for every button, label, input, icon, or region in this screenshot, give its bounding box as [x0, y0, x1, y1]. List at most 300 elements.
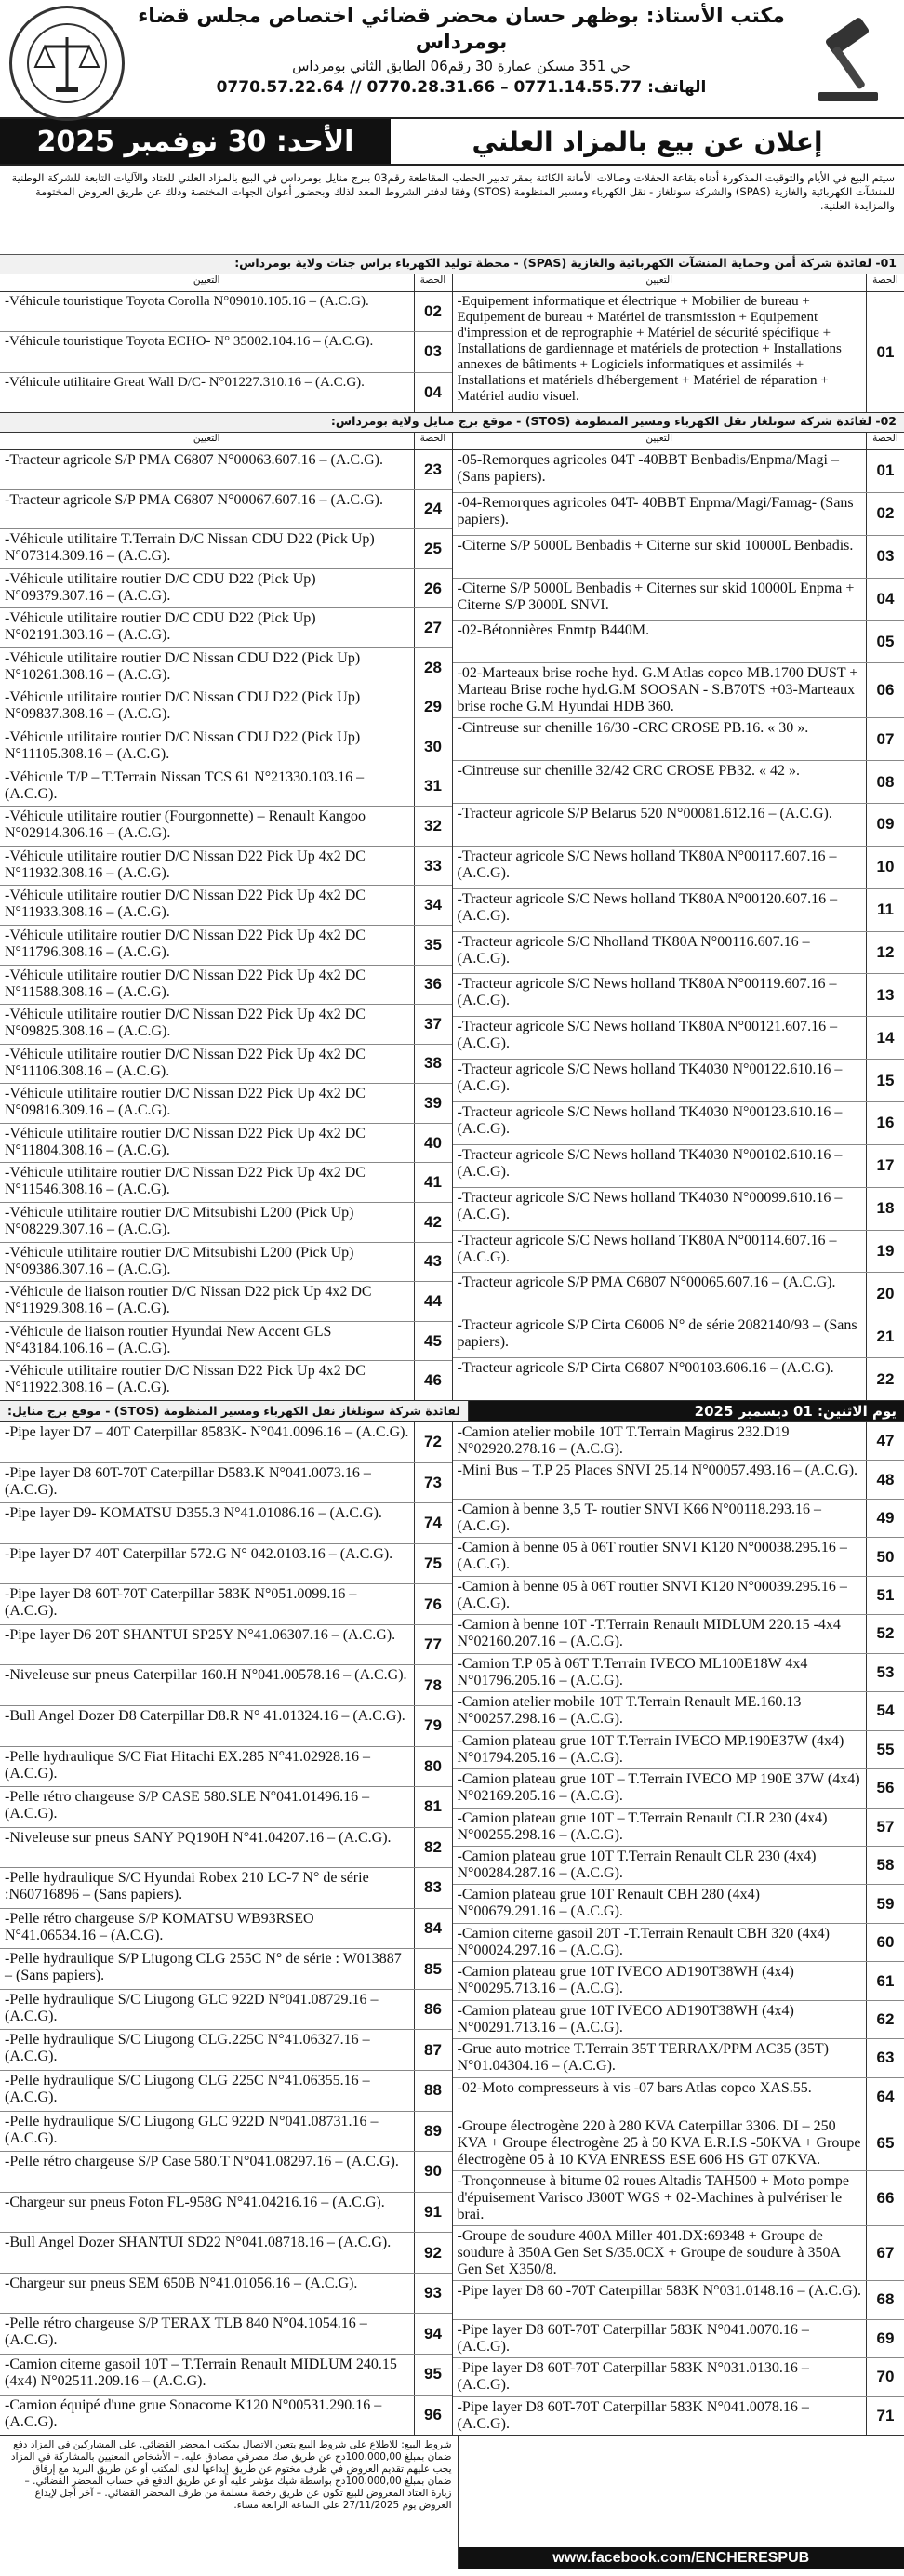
lot-number: 68 [866, 2281, 904, 2318]
lot-row [453, 1315, 904, 1358]
lot-row [0, 608, 452, 648]
lot-number: 01 [866, 292, 904, 412]
lot-row [453, 1769, 904, 1808]
lot-description: -Pipe layer D8 60T-70T Caterpillar 583K N°041.0070.16 – (A.C.G). [457, 2321, 809, 2355]
lot-number: 48 [866, 1461, 904, 1498]
lot-row [453, 2116, 904, 2171]
lot-row [453, 1060, 904, 1102]
lot-number: 44 [414, 1282, 452, 1321]
lot-row [0, 529, 452, 569]
lot-row [0, 807, 452, 847]
footer-right [459, 2436, 904, 2569]
lot-description: -Tracteur agricole S/P PMA C6807 N°00063.607.16 – (A.C.G). [5, 452, 383, 468]
section2-title: 02- لفائدة شركة سونلغاز نقل الكهرباء ومسير المنظومة (STOS) - موقع برج منايل ولاية بومرداس: [0, 413, 904, 433]
lot-row [0, 2233, 452, 2274]
lot-number: 42 [414, 1203, 452, 1242]
lot-number: 78 [414, 1665, 452, 1705]
lot-description: -Tronçonneuse à bitume 02 roues Altadis TAH500 + Moto pompe d'épuisement Varisco J300T WGS + 02-Machines à pulvériser le brai. [457, 2173, 849, 2223]
lot-number: 23 [414, 450, 452, 489]
lot-description: -Véhicule utilitaire routier D/C Mitsubishi L200 (Pick Up) N°08229.307.16 – (A.C.G). [5, 1204, 354, 1237]
lot-number: 03 [414, 332, 452, 371]
lot-description: -Pelle rétro chargeuse S/P CASE 580.SLE N°041.01496.16 – (A.C.G). [5, 1789, 370, 1822]
lot-row [0, 966, 452, 1006]
lot-row [0, 886, 452, 926]
lot-row [0, 767, 452, 808]
lot-number: 37 [414, 1005, 452, 1044]
lot-number: 33 [414, 847, 452, 886]
lot-description: -Grue auto motrice T.Terrain 35T TERRAX/PPM AC35 (35T) N°01.04304.16 – (A.C.G). [457, 2041, 829, 2075]
lot-list [0, 450, 452, 1400]
lot-description: -Véhicule utilitaire routier D/C Nissan D22 Pick Up 4x2 DC N°09816.309.16 – (A.C.G). [5, 1086, 366, 1119]
lot-number: 11 [866, 889, 904, 931]
lot-row [0, 648, 452, 688]
lot-list [453, 450, 904, 1400]
lot-row [453, 1731, 904, 1769]
lot-description: -Pelle hydraulique S/P Liugong CLG 255C N° de série : W013887 – (Sans papiers). [5, 1951, 402, 1984]
lot-description: -Camion à benne 05 à 06T routier SNVI K120 N°00038.295.16 – (A.C.G). [457, 1540, 847, 1573]
lot-row [453, 2397, 904, 2435]
lot-row [453, 1809, 904, 1847]
lot-number: 46 [414, 1361, 452, 1400]
lot-number: 89 [414, 2112, 452, 2152]
lot-number: 55 [866, 1731, 904, 1768]
lot-description: -02-Moto compresseurs à vis -07 bars Atlas copco XAS.55. [457, 2079, 812, 2096]
lot-row [0, 1243, 452, 1283]
lot-description: -Véhicule utilitaire routier D/C Nissan D22 Pick Up 4x2 DC N°11796.308.16 – (A.C.G). [5, 927, 366, 960]
lot-number: 28 [414, 648, 452, 687]
lot-description: -Pipe layer D8 60T-70T Caterpillar 583K N°031.0130.16 – (A.C.G). [457, 2360, 809, 2394]
lot-number: 06 [866, 663, 904, 717]
banner [0, 119, 904, 166]
lot-number: 79 [414, 1706, 452, 1746]
lot-row [0, 2274, 452, 2315]
lot-description: -Pelle hydraulique S/C Liugong CLG 225C N°41.06355.16 – (A.C.G). [5, 2073, 370, 2105]
lot-description: -Camion atelier mobile 10T T.Terrain Magirus 232.D19 N°02920.278.16 – (A.C.G). [457, 1424, 790, 1457]
lot-number: 03 [866, 536, 904, 578]
lot-number: 93 [414, 2274, 452, 2314]
lot-row [0, 1463, 452, 1504]
lot-description: -Tracteur agricole S/P Cirta C6006 N° de série 2082140/93 – (Sans papiers). [457, 1317, 857, 1351]
lot-description: -Véhicule utilitaire routier D/C Nissan D22 Pick Up 4x2 DC N°11804.308.16 – (A.C.G). [5, 1125, 366, 1158]
lot-number: 12 [866, 932, 904, 974]
lot-number: 57 [866, 1809, 904, 1846]
facebook-link[interactable]: www.facebook.com/ENCHERESPUB [459, 2547, 904, 2569]
lot-row [453, 579, 904, 621]
lot-description: -Camion atelier mobile 10T T.Terrain Renault ME.160.13 N°00257.298.16 – (A.C.G). [457, 1694, 802, 1728]
lot-row [453, 1422, 904, 1461]
lot-number: 70 [866, 2358, 904, 2396]
lot-number: 08 [866, 761, 904, 803]
lot-description: -Camion plateau grue 10T Renault CBH 280 (4x4) N°00679.291.16 – (A.C.G). [457, 1887, 760, 1920]
lot-number: 90 [414, 2152, 452, 2192]
lot-row [453, 1654, 904, 1692]
section3-right-column [453, 1422, 904, 2435]
lot-number: 09 [866, 804, 904, 846]
lot-description: -Pelle hydraulique S/C Fiat Hitachi EX.285 N°41.02928.16 – (A.C.G). [5, 1748, 371, 1782]
section1-lots [0, 274, 904, 413]
lot-description: -Pipe layer D8 60 -70T Caterpillar 583K N°031.0148.16 – (A.C.G). [457, 2283, 861, 2300]
lot-row [0, 332, 452, 372]
office-title: مكتب الأستاذ: بوظهر حسان محضر قضائي اختصاص مجلس قضاء بومرداس [138, 5, 785, 54]
lot-description: -Camion plateau grue 10T – T.Terrain IVECO MP 190E 37W (4x4) N°02169.205.16 – (A.C.G). [457, 1771, 860, 1805]
lot-description: -Tracteur agricole S/C Nholland TK80A N°00116.607.16 – (A.C.G). [457, 933, 810, 967]
lot-description: -Mini Bus – T.P 25 Places SNVI 25.14 N°00057.493.16 – (A.C.G). [457, 1462, 858, 1479]
lot-description: -Véhicule utilitaire routier D/C CDU D22 (Pick Up) N°02191.303.16 – (A.C.G). [5, 610, 316, 644]
lot-description: -Véhicule utilitaire routier (Fourgonnette) – Renault Kangoo N°02914.306.16 – (A.C.G). [5, 808, 366, 842]
lot-number: 85 [414, 1949, 452, 1989]
lot-description: -Camion citerne gasoil 10T – T.Terrain Renault MIDLUM 240.15 (4x4) N°02511.209.16 – (A.C.G). [5, 2356, 397, 2389]
lot-row [0, 1868, 452, 1909]
lot-row [453, 621, 904, 663]
lot-number: 64 [866, 2078, 904, 2116]
lot-row [453, 663, 904, 718]
lot-description: -Véhicule utilitaire routier D/C Nissan D22 Pick Up 4x2 DC N°11106.308.16 – (A.C.G). [5, 1046, 366, 1079]
lot-row [0, 1084, 452, 1124]
lot-number: 49 [866, 1500, 904, 1537]
lot-number: 84 [414, 1909, 452, 1949]
lot-number: 43 [414, 1243, 452, 1282]
lot-description: -04-Remorques agricoles 04T- 40BBT Enpma/Magi/Famag- (Sans papiers). [457, 494, 854, 527]
lot-number: 96 [414, 2396, 452, 2436]
lot-description: -Bull Angel Dozer D8 Caterpillar D8.R N° 41.01324.16 – (A.C.G). [5, 1707, 405, 1724]
lot-number: 34 [414, 886, 452, 925]
lot-row [0, 687, 452, 727]
auction-title: إعلان عن بيع بالمزاد العلني [472, 126, 823, 157]
sale-conditions: شروط البيع: للاطلاع على شروط البيع يتعين الاتصال بمكتب المحضر القضائي. على المشاركين في المزاد دفع ضمان بمبلغ 100.000,00دج عن طريق صك مصرفي مصادق عليه. – الأشخاص المعنيين بالمشاركة في المزاد يجب عليهم تقديم العروض في ظرف مختوم عن طريق إيداعها لدى المكتب أو عن طريق البريد مع إرفاق ضمان بمبلغ 100.000,00دج بواسطة شيك مؤشر عليه أو عن طريق الدفع في حساب المحضر القضائي. – زيارة العتاد المعروض للبيع تكون عن طريق رخصة مسلمة من طرف المحضر القضائي. – آخر أجل لإيداع العروض يوم 27/11/2025 على الساعة الرابعة مساء. [0, 2436, 459, 2569]
lot-description: -Véhicule touristique Toyota Corolla N°09010.105.16 – (A.C.G). [5, 294, 369, 309]
lot-description: -Véhicule utilitaire routier D/C Nissan D22 Pick Up 4x2 DC N°11922.308.16 – (A.C.G). [5, 1363, 366, 1396]
lot-number: 54 [866, 1692, 904, 1729]
lot-row [453, 2001, 904, 2039]
lot-description: -Camion plateau grue 10T IVECO AD190T38WH (4x4) N°00295.713.16 – (A.C.G). [457, 1964, 794, 1997]
lot-number: 02 [866, 493, 904, 535]
lot-description: -Pipe layer D7 40T Caterpillar 572.G N° 042.0103.16 – (A.C.G). [5, 1545, 393, 1562]
lot-number: 14 [866, 1017, 904, 1059]
lot-row [0, 1361, 452, 1400]
gavel-icon [802, 11, 895, 113]
lot-number: 60 [866, 1924, 904, 1961]
lot-number: 45 [414, 1322, 452, 1361]
lot-description: -02-Marteaux brise roche hyd. G.M Atlas copco MB.1700 DUST + Marteau Brise roche hyd.G.M SOOSAN - S.B70TS +03-Marteaux brise roche G.M Hyundai HDB 360. [457, 665, 858, 715]
lot-number: 52 [866, 1615, 904, 1652]
lot-number: 88 [414, 2071, 452, 2111]
lot-number: 82 [414, 1828, 452, 1868]
lot-row [0, 1990, 452, 2031]
lot-number: 04 [866, 579, 904, 621]
lot-description: -Tracteur agricole S/C News holland TK4030 N°00122.610.16 – (A.C.G). [457, 1061, 843, 1095]
lot-description: -Groupe électrogène 220 à 280 KVA Caterpillar 3306. DI – 250 KVA + Groupe électrogène 25 à 50 KVA E.R.I.S -50KVA + Groupe électrogène 05 à 10 KVA ENRESS ESE 606 HS GT 07KVA. [457, 2118, 861, 2169]
lot-description: -Véhicule de liaison routier Hyundai New Accent GLS N°43184.106.16 – (A.C.G). [5, 1323, 332, 1356]
lot-row [0, 490, 452, 530]
lot-description: -Tracteur agricole S/P PMA C6807 N°00065.607.16 – (A.C.G). [457, 1275, 836, 1291]
lot-row [0, 1747, 452, 1788]
lot-description: -Tracteur agricole S/C News holland TK4030 N°00102.610.16 – (A.C.G). [457, 1146, 843, 1180]
lot-description: -Véhicule utilitaire routier D/C Nissan D22 Pick Up 4x2 DC N°11932.308.16 – (A.C.G). [5, 848, 366, 881]
lot-row [453, 1538, 904, 1576]
lot-number: 20 [866, 1273, 904, 1315]
lot-description: -Groupe de soudure 400A Miller 401.DX:69348 + Groupe de soudure à 350A Gen Set S/35.0CX + Groupe de soudure à 350A Gen Set X350/8. [457, 2228, 841, 2278]
day2-bar [0, 1401, 904, 1422]
intro-text: سيتم البيع في الأيام والتوقيت المذكورة أدناه بقاعة الحفلات وصالات الأمانة الكائنة بمقر تدبير الحطب المقاطعة رقم03 ببرج منايل بومرداس في البيع بالمزاد العلني للعتاد والآليات التابعة للشركة الوطنية للمنشآت الكهربائية والغازية (SPAS) والشركة سونلغاز - نقل الكهرباء ومسير المنظومة (STOS) وفقا لدفتر الشروط المعد لذلك وبحضور أعوان الجهات المختصة وذلك عن طريق العروض المختومة والمزايدة العلنية. [0, 166, 904, 255]
lot-row [0, 450, 452, 490]
lot-number: 15 [866, 1060, 904, 1101]
lot-number: 27 [414, 608, 452, 647]
lot-row [453, 1461, 904, 1499]
lot-row [0, 2396, 452, 2436]
lot-description: -Tracteur agricole S/P Belarus 520 N°00081.612.16 – (A.C.G). [457, 806, 832, 822]
lot-number: 73 [414, 1463, 452, 1503]
lot-number: 18 [866, 1188, 904, 1230]
lot-number: 10 [866, 847, 904, 888]
lot-description: -Pelle hydraulique S/C Liugong CLG.225C N°41.06327.16 – (A.C.G). [5, 2032, 370, 2065]
lot-list [0, 292, 452, 412]
lot-description: -Véhicule utilitaire Great Wall D/C- N°01227.310.16 – (A.C.G). [5, 374, 365, 390]
lot-description: -Pipe layer D8 60T-70T Caterpillar 583K N°041.0078.16 – (A.C.G). [457, 2398, 809, 2432]
footer-lots [459, 2436, 904, 2547]
lot-number: 62 [866, 2001, 904, 2038]
section1-left-column [0, 274, 453, 412]
section3-lots [0, 1422, 904, 2436]
header-text [130, 4, 792, 99]
lot-row [0, 1203, 452, 1243]
lot-row [453, 1847, 904, 1885]
day2-date: يوم الاثنين: 01 ديسمبر 2025 [469, 1401, 904, 1421]
lot-number: 04 [414, 373, 452, 412]
lot-number: 47 [866, 1422, 904, 1460]
lot-row [453, 847, 904, 889]
lot-description: -Camion à benne 05 à 06T routier SNVI K120 N°00039.295.16 – (A.C.G). [457, 1578, 847, 1611]
lot-number: 38 [414, 1045, 452, 1084]
lot-row [0, 1045, 452, 1085]
section2-lots [0, 433, 904, 1401]
section1-right-column [453, 274, 904, 412]
lot-description: -Véhicule utilitaire routier D/C Nissan CDU D22 (Pick Up) N°09837.308.16 – (A.C.G). [5, 689, 361, 723]
lot-row [453, 450, 904, 493]
lot-description: -Camion plateau grue 10T T.Terrain Renault CLR 230 (4x4) N°00284.287.16 – (A.C.G). [457, 1848, 817, 1881]
lot-row [453, 1188, 904, 1231]
lot-description: -Pelle hydraulique S/C Liugong GLC 922D N°041.08729.16 – (A.C.G). [5, 1991, 379, 2024]
lot-row [0, 2314, 452, 2355]
lot-description: -Pipe layer D7 – 40T Caterpillar 8583K- N°041.0096.16 – (A.C.G). [5, 1424, 409, 1440]
lot-row [0, 373, 452, 412]
lot-description: -Véhicule utilitaire routier D/C Nissan D22 Pick Up 4x2 DC N°11546.308.16 – (A.C.G). [5, 1165, 366, 1198]
lot-row [0, 1584, 452, 1625]
lot-number: 56 [866, 1769, 904, 1807]
lot-description: -Cintreuse sur chenille 16/30 -CRC CROSE PB.16. « 30 ». [457, 720, 809, 737]
lot-row [453, 2078, 904, 2116]
lot-row [0, 2193, 452, 2234]
lot-number: 32 [414, 807, 452, 846]
lot-number: 94 [414, 2314, 452, 2354]
lot-row [0, 1665, 452, 1706]
lot-number: 75 [414, 1544, 452, 1584]
lot-description: -Pelle hydraulique S/C Hyundai Robex 210 LC-7 N° de série :N60716896 – (Sans papiers). [5, 1870, 369, 1903]
lot-description: -Tracteur agricole S/C News holland TK4030 N°00123.610.16 – (A.C.G). [457, 1104, 843, 1138]
lot-row [0, 1322, 452, 1362]
lot-number: 35 [414, 926, 452, 965]
lot-number: 02 [414, 292, 452, 331]
lot-number: 24 [414, 490, 452, 529]
lot-description: -Camion T.P 05 à 06T T.Terrain IVECO ML100E18W 4x4 N°01796.205.16 – (A.C.G). [457, 1655, 808, 1688]
lot-list [0, 1422, 452, 2435]
lot-description: -Véhicule utilitaire T.Terrain D/C Nissan CDU D22 (Pick Up) N°07314.309.16 – (A.C.G). [5, 531, 375, 565]
lot-number: 31 [414, 767, 452, 807]
lot-description: -02-Bétonnières Enmtp B440M. [457, 622, 650, 639]
lot-row [0, 1909, 452, 1950]
lot-row [453, 536, 904, 579]
scales-of-justice-logo [9, 6, 125, 121]
lot-row [453, 1962, 904, 2000]
lot-row [453, 1358, 904, 1400]
lot-description: -Pipe layer D6 20T SHANTUI SP25Y N°41.06307.16 – (A.C.G). [5, 1626, 396, 1643]
lot-row [453, 761, 904, 804]
lot-number: 77 [414, 1625, 452, 1665]
lot-row [453, 932, 904, 975]
lot-row [453, 2320, 904, 2358]
lot-row [453, 1615, 904, 1653]
lot-list [453, 292, 904, 412]
lot-number: 22 [866, 1358, 904, 1400]
lot-description: -Equipement informatique et électrique + Mobilier de bureau + Equipement de bureau + Matériel de transmission + Equipement d'impression et de reprographie + Matériel de sécurité spécifique + Installations de gardiennage et matériels de protection + Installations annexes de bâtiments + Logiciels informatiques et assimilés + Installations et matériels d'hébergement + Matériel de réparation + Matériel audio visuel. [457, 294, 842, 404]
lot-description: -05-Remorques agricoles 04T -40BBT Benbadis/Enpma/Magi –(Sans papiers). [457, 452, 839, 485]
lot-description: -Bull Angel Dozer SHANTUI SD22 N°041.08718.16 – (A.C.G). [5, 2235, 392, 2251]
lot-number: 72 [414, 1422, 452, 1462]
office-address: حي 351 مسكن عمارة 30 رقم06 الطابق الثاني بومرداس [292, 58, 631, 74]
lot-row [453, 1102, 904, 1145]
lot-number: 63 [866, 2039, 904, 2076]
lot-number: 13 [866, 974, 904, 1016]
lot-number: 05 [866, 621, 904, 662]
lot-row [453, 2281, 904, 2319]
lot-list [453, 1422, 904, 2435]
lot-description: -Véhicule utilitaire routier D/C Nissan CDU D22 (Pick Up) N°10261.308.16 – (A.C.G). [5, 649, 361, 683]
section2-left-column [0, 433, 453, 1400]
lot-row [453, 974, 904, 1017]
column-header: التعيين الحصة [453, 274, 904, 292]
lot-number: 80 [414, 1747, 452, 1787]
lot-description: -Véhicule utilitaire routier D/C Nissan D22 Pick Up 4x2 DC N°09825.308.16 – (A.C.G). [5, 1007, 366, 1040]
lot-description: -Pelle hydraulique S/C Liugong GLC 922D N°041.08731.16 – (A.C.G). [5, 2113, 379, 2146]
lot-row [453, 493, 904, 536]
lot-row [0, 1163, 452, 1203]
lot-row [0, 2071, 452, 2112]
lot-number: 41 [414, 1163, 452, 1202]
lot-number: 21 [866, 1315, 904, 1357]
lot-description: -Véhicule utilitaire routier D/C CDU D22 (Pick Up) N°09379.307.16 – (A.C.G). [5, 570, 316, 604]
lot-row [0, 2152, 452, 2193]
lot-number: 91 [414, 2193, 452, 2233]
lot-description: -Véhicule touristique Toyota ECHO- N° 35002.104.16 – (A.C.G). [5, 334, 374, 350]
lot-description: -Pipe layer D8 60T-70T Caterpillar 583K N°051.0099.16 – (A.C.G). [5, 1586, 357, 1620]
lot-number: 67 [866, 2226, 904, 2280]
lot-description: -Chargeur sur pneus SEM 650B N°41.01056.16 – (A.C.G). [5, 2275, 358, 2291]
lot-row [0, 1706, 452, 1747]
lot-row [453, 1231, 904, 1274]
lot-row [453, 1577, 904, 1615]
lot-number: 40 [414, 1124, 452, 1163]
lot-number: 51 [866, 1577, 904, 1614]
lot-description: -Tracteur agricole S/P PMA C6807 N°00067.607.16 – (A.C.G). [5, 491, 383, 508]
lot-row [0, 1005, 452, 1045]
lot-description: -Camion plateau grue 10T T.Terrain IVECO MP.190E37W (4x4) N°01794.205.16 – (A.C.G). [457, 1732, 844, 1766]
lot-row [453, 718, 904, 761]
lot-description: -Tracteur agricole S/P Cirta C6807 N°00103.606.16 – (A.C.G). [457, 1360, 834, 1377]
lot-number: 16 [866, 1102, 904, 1144]
lot-row [453, 2171, 904, 2226]
lot-description: -Pipe layer D9- KOMATSU D355.3 N°41.01086.16 – (A.C.G). [5, 1505, 382, 1522]
lot-description: -Véhicule utilitaire routier D/C Mitsubishi L200 (Pick Up) N°09386.307.16 – (A.C.G). [5, 1244, 354, 1277]
section3-left-column [0, 1422, 453, 2435]
column-header: التعيين الحصة [453, 433, 904, 450]
lot-row [453, 889, 904, 932]
section2-right-column [453, 433, 904, 1400]
header [0, 0, 904, 119]
lot-row [453, 292, 904, 412]
lot-description: -Camion plateau grue 10T – T.Terrain Renault CLR 230 (4x4) N°00255.298.16 – (A.C.G). [457, 1809, 828, 1843]
lot-number: 66 [866, 2171, 904, 2225]
lot-description: -Citerne S/P 5000L Benbadis + Citerne sur skid 10000L Benbadis. [457, 537, 854, 554]
lot-number: 50 [866, 1538, 904, 1575]
lot-row [0, 569, 452, 609]
lot-number: 87 [414, 2030, 452, 2070]
lot-number: 53 [866, 1654, 904, 1691]
lot-description: -Camion plateau grue 10T IVECO AD190T38WH (4x4) N°00291.713.16 – (A.C.G). [457, 2002, 794, 2035]
lot-description: -Véhicule utilitaire routier D/C Nissan CDU D22 (Pick Up) N°11105.308.16 – (A.C.G). [5, 729, 361, 763]
lot-row [453, 804, 904, 847]
lot-description: -Tracteur agricole S/C News holland TK4030 N°00099.610.16 – (A.C.G). [457, 1189, 843, 1222]
lot-row [453, 1692, 904, 1730]
lot-row [453, 1017, 904, 1060]
footer [0, 2436, 904, 2569]
lot-description: -Véhicule utilitaire routier D/C Nissan D22 Pick Up 4x2 DC N°11933.308.16 – (A.C.G). [5, 888, 366, 921]
lot-description: -Niveleuse sur pneus Caterpillar 160.H N°041.00578.16 – (A.C.G). [5, 1667, 407, 1684]
lot-description: -Camion à benne 10T -T.Terrain Renault MIDLUM 220.15 -4x4 N°02160.207.16 – (A.C.G). [457, 1617, 841, 1650]
lot-row [0, 1787, 452, 1828]
lot-row [0, 1544, 452, 1585]
lot-row [453, 1273, 904, 1315]
lot-row [0, 1503, 452, 1544]
lot-description: -Tracteur agricole S/C News holland TK80A N°00120.607.16 – (A.C.G). [457, 890, 838, 924]
lot-number: 39 [414, 1084, 452, 1123]
lot-row [0, 1422, 452, 1463]
lot-row [0, 727, 452, 767]
lot-description: -Pelle rétro chargeuse S/P KOMATSU WB93RSEO N°41.06534.16 – (A.C.G). [5, 1910, 314, 1943]
lot-number: 01 [866, 450, 904, 492]
lot-number: 29 [414, 687, 452, 727]
lot-number: 36 [414, 966, 452, 1005]
lot-description: -Pipe layer D8 60T-70T Caterpillar D583.K N°041.0073.16 – (A.C.G). [5, 1464, 371, 1498]
lot-number: 69 [866, 2320, 904, 2357]
auction-date: الأحد: 30 نوفمبر 2025 [0, 119, 391, 164]
lot-number: 58 [866, 1847, 904, 1884]
day2-title: لفائدة شركة سونلغاز نقل الكهرباء ومسير المنظومة (STOS) - موقع برج منايل: [0, 1401, 469, 1421]
lot-description: -Camion à benne 3,5 T- routier SNVI K66 N°00118.293.16 – (A.C.G). [457, 1501, 822, 1534]
lot-number: 59 [866, 1885, 904, 1922]
lot-row [453, 1885, 904, 1923]
lot-row [453, 1145, 904, 1188]
lot-description: -Chargeur sur pneus Foton FL-958G N°41.04216.16 – (A.C.G). [5, 2194, 385, 2210]
lot-row [453, 2039, 904, 2077]
lot-description: -Pelle rétro chargeuse S/P TERAX TLB 840 N°04.1054.16 – (A.C.G). [5, 2316, 367, 2349]
lot-row [0, 926, 452, 966]
lot-row [453, 1500, 904, 1538]
column-header: التعيين الحصة [0, 274, 452, 292]
lot-row [0, 2030, 452, 2071]
lot-row [0, 1625, 452, 1666]
lot-number: 25 [414, 529, 452, 568]
lot-description: -Tracteur agricole S/C News holland TK80A N°00114.607.16 – (A.C.G). [457, 1232, 837, 1265]
lot-description: -Camion citerne gasoil 20T -T.Terrain Renault CBH 320 (4x4) N°00024.297.16 – (A.C.G). [457, 1925, 830, 1958]
